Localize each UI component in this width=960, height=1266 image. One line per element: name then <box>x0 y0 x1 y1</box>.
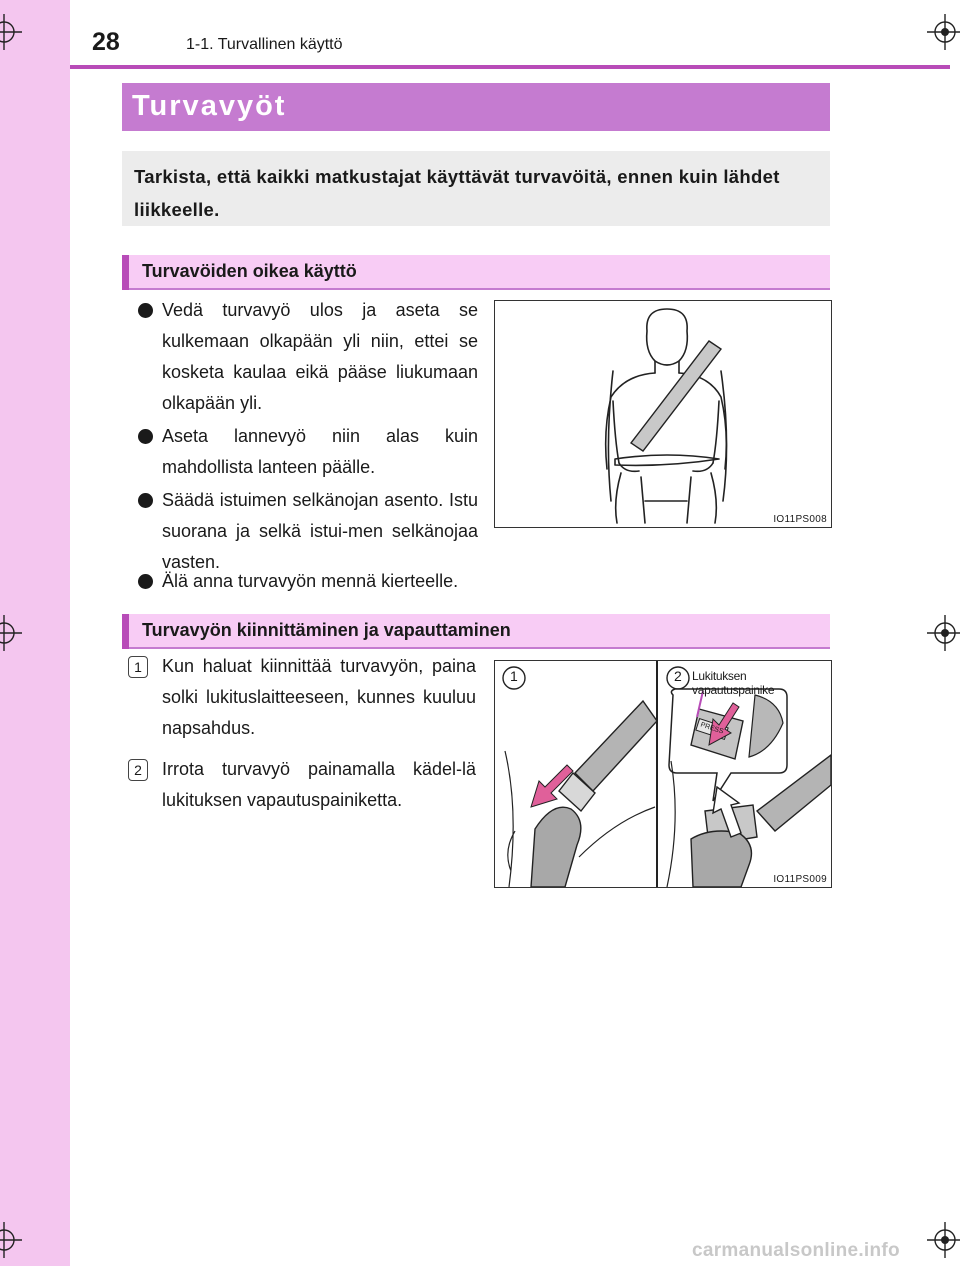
bullet-icon <box>138 429 153 444</box>
bullet-text: Älä anna turvavyön mennä kierteelle. <box>162 571 459 591</box>
section-heading-proper-use <box>122 255 830 290</box>
crop-mark-icon <box>0 615 22 651</box>
panel-number: 1 <box>510 668 518 684</box>
list-item <box>128 651 476 744</box>
section-heading-marker <box>122 614 129 649</box>
crop-mark-icon <box>0 1222 22 1258</box>
list-item <box>138 485 478 578</box>
page-title: Turvavyöt <box>132 90 287 122</box>
step-list <box>128 651 476 826</box>
step-text: Irrota turvavyö painamalla kädel-lä lukituksen vapautuspainiketta. <box>162 759 476 810</box>
bullet-text: Aseta lannevyö niin alas kuin mahdollista lanteen päälle. <box>162 426 478 477</box>
bullet-icon <box>138 574 153 589</box>
header-divider <box>70 65 950 69</box>
bullet-text: Vedä turvavyö ulos ja aseta se kulkemaan olkapään yli niin, ettei se kosketa kaulaa eikä pääse liukumaan olkapään yli. <box>162 300 478 413</box>
section-heading-text: Turvavöiden oikea käyttö <box>142 261 357 281</box>
figure-buckle <box>494 660 832 888</box>
page-number: 28 <box>92 28 120 56</box>
intro-box <box>122 151 830 226</box>
section-heading-marker <box>122 255 129 290</box>
list-item <box>138 421 478 483</box>
bullet-icon <box>138 303 153 318</box>
step-number: 2 <box>128 759 148 781</box>
breadcrumb: 1-1. Turvallinen käyttö <box>186 36 343 53</box>
release-button-text: PRESS <box>699 721 725 736</box>
watermark: carmanualsonline.info <box>692 1240 900 1261</box>
step-text: Kun haluat kiinnittää turvavyön, paina solki lukituslaitteeseen, kunnes kuuluu napsahdus. <box>162 656 476 738</box>
crop-mark-icon <box>927 1222 960 1258</box>
section-heading-text: Turvavyön kiinnittäminen ja vapauttaminen <box>142 620 511 640</box>
list-item <box>138 295 478 419</box>
crop-mark-icon <box>927 615 960 651</box>
figure-seated-belt <box>494 300 832 528</box>
list-item <box>138 566 642 597</box>
crop-mark-icon <box>927 14 960 50</box>
crop-mark-icon <box>0 14 22 50</box>
callout-label: Lukituksen vapautuspainike <box>692 669 775 697</box>
intro-text: Tarkista, että kaikki matkustajat käyttävät turvavöitä, ennen kuin lähdet liikkeelle. <box>134 166 780 220</box>
bullet-list <box>138 295 478 580</box>
section-heading-fasten-release <box>122 614 830 649</box>
page-title-bar <box>122 83 830 131</box>
figure-code: IO11PS009 <box>773 874 827 885</box>
figure-code: IO11PS008 <box>773 514 827 525</box>
bullet-icon <box>138 493 153 508</box>
panel-number: 2 <box>674 668 682 684</box>
list-item <box>128 754 476 816</box>
step-number: 1 <box>128 656 148 678</box>
bullet-text: Säädä istuimen selkänojan asento. Istu suorana ja selkä istui-men selkänojaa vasten. <box>162 490 478 572</box>
seated-person-illustration <box>495 301 831 527</box>
